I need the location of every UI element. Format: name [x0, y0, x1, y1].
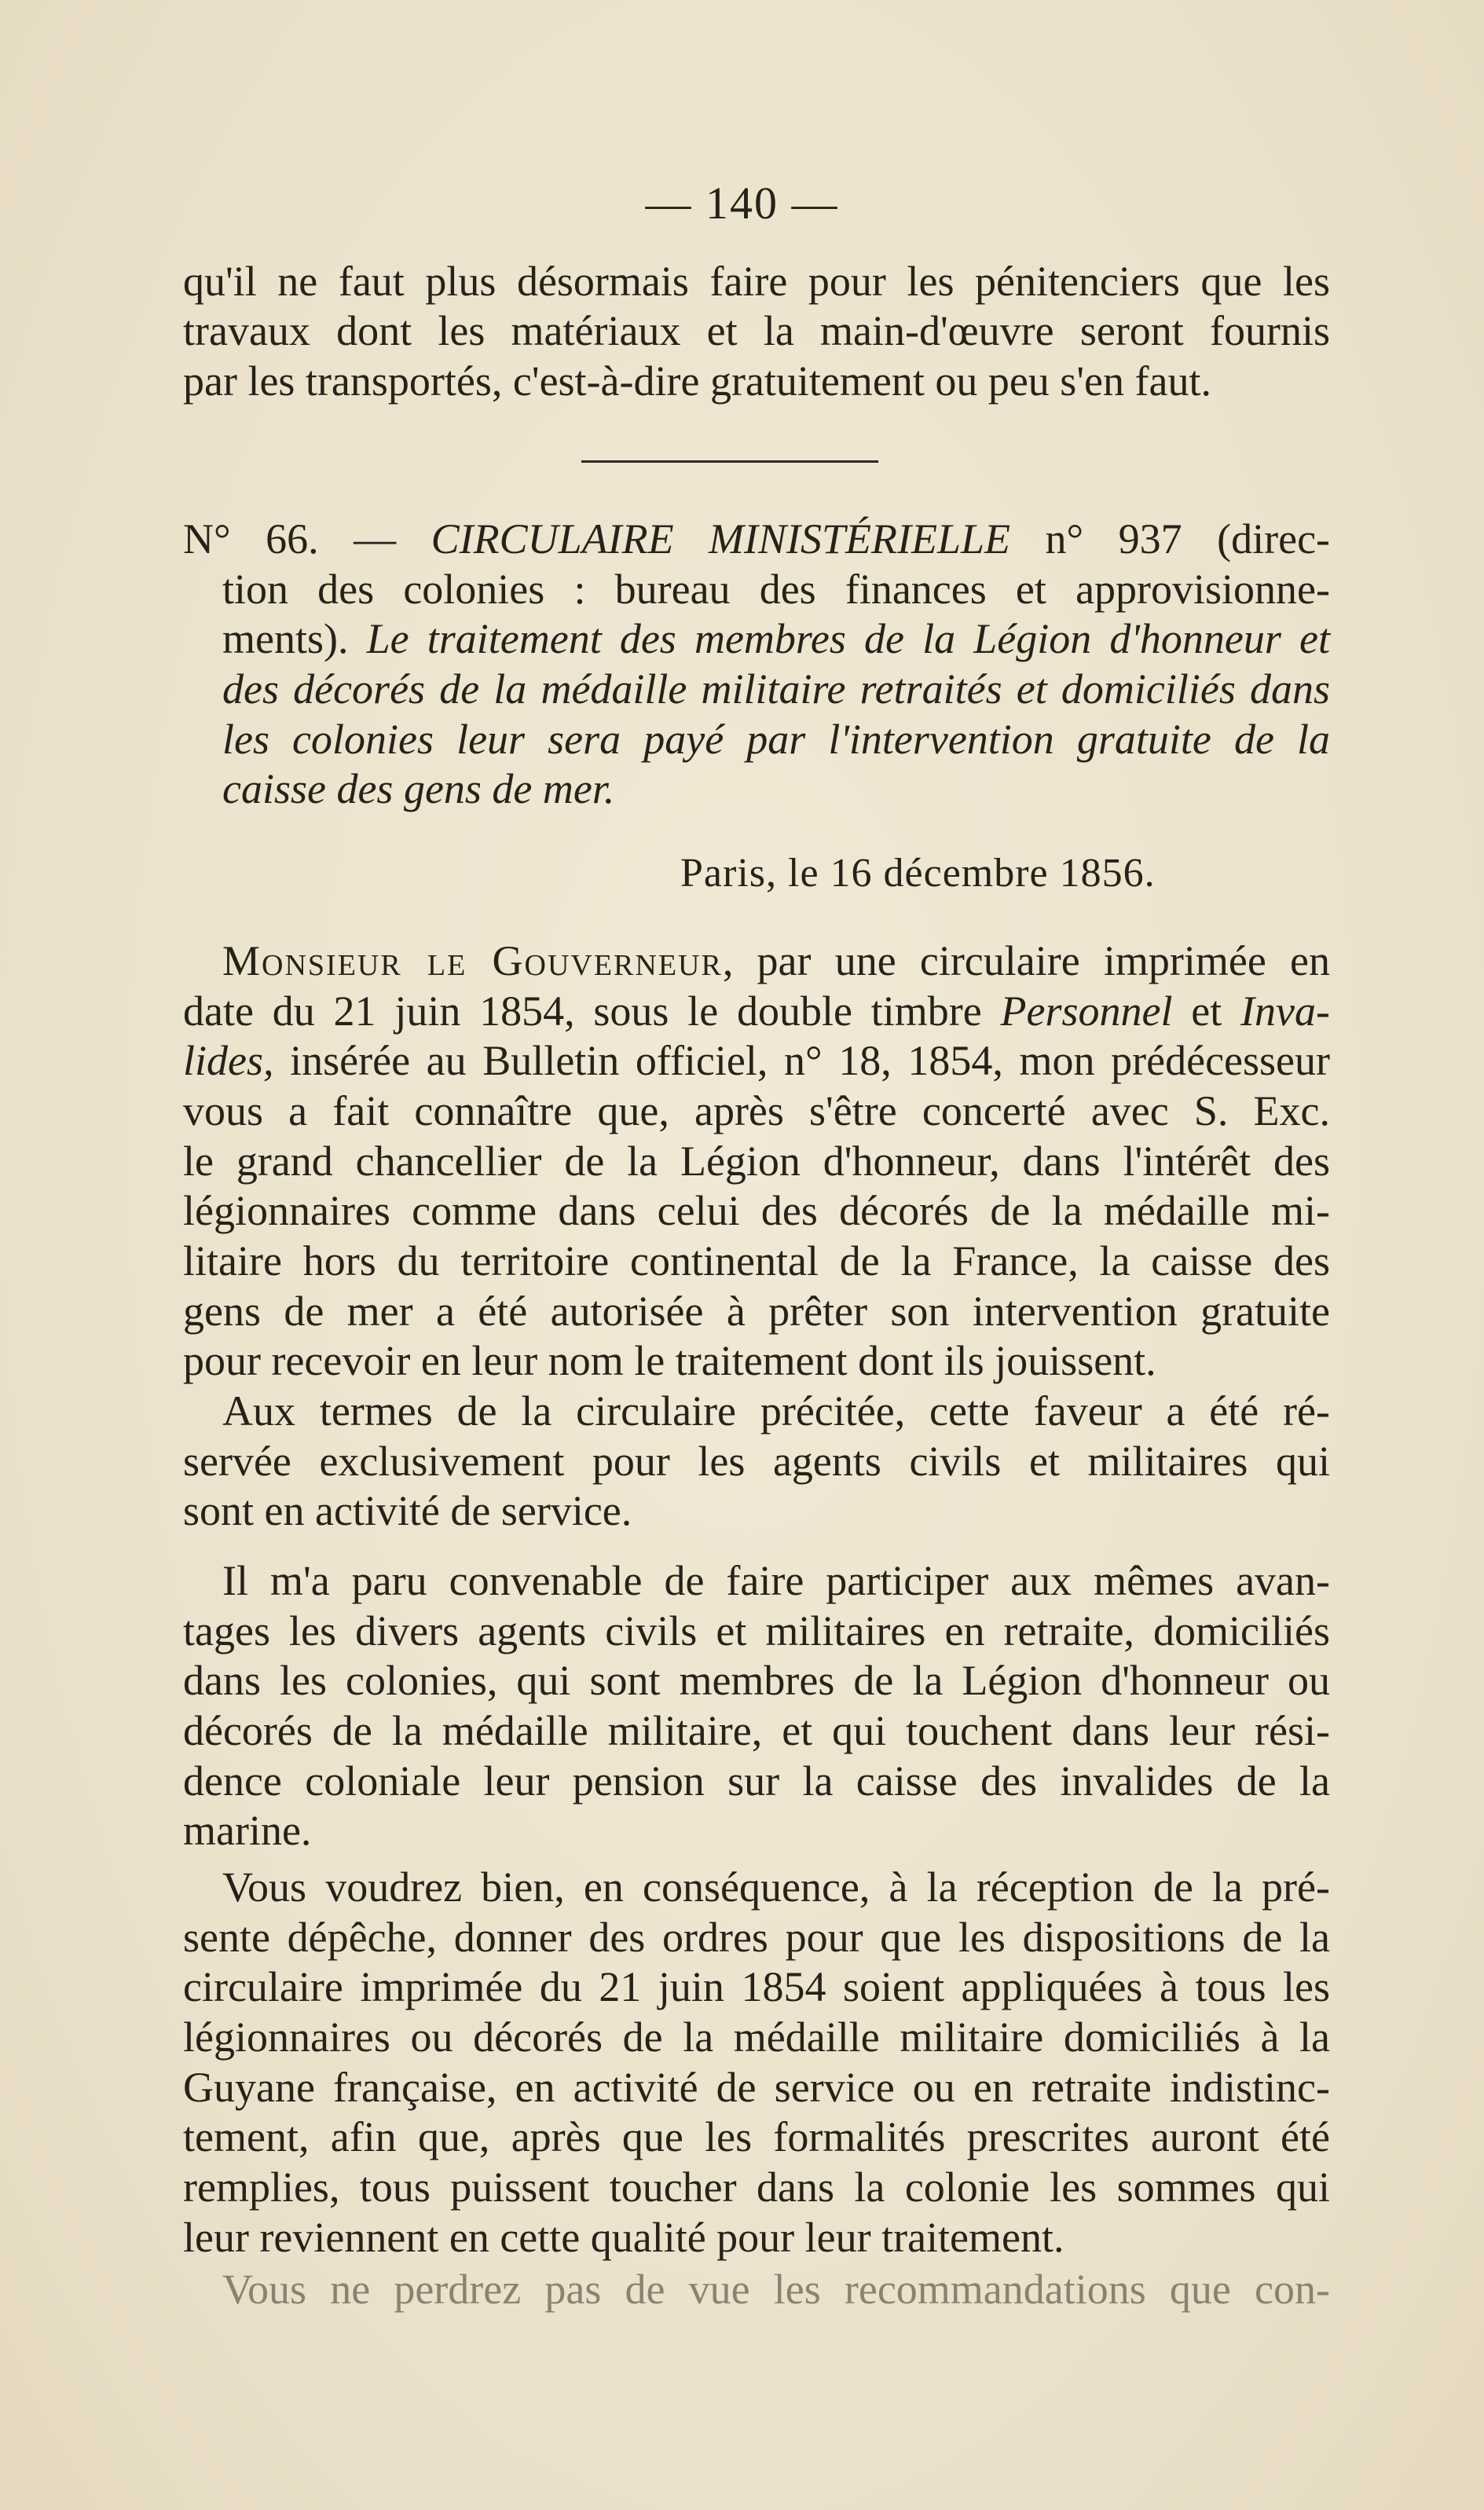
para1-line-5: le grand chancellier de la Légion d'honneur, dans l'intérêt des — [183, 1138, 1330, 1185]
para1-line-7: litaire hors du territoire continental de la France, la caisse des — [183, 1237, 1330, 1284]
para4-line-5: Guyane française, en activité de service ou en retraite indistinc- — [183, 2064, 1330, 2111]
para1-line-1 — [183, 936, 1330, 986]
para2-line-2: servée exclusivement pour les agents civils et militaires qui — [183, 1438, 1330, 1485]
para3-line-2: tages les divers agents civils et militaires en retraite, domiciliés — [183, 1607, 1330, 1654]
para4-line-6: tement, afin que, après que les formalités prescrites auront été — [183, 2113, 1330, 2160]
intro-line-2: travaux dont les matériaux et la main-d'œuvre seront fournis — [183, 307, 1330, 354]
salutation: Monsieur le Gouverneur — [222, 937, 723, 984]
para1-line-3-text: insérée au Bulletin officiel, n° 18, 1854, mon prédécesseur — [290, 1037, 1330, 1084]
para4-line-4: légionnaires ou décorés de la médaille militaire domiciliés à la — [183, 2013, 1330, 2061]
para1-line-4: vous a fait connaître que, après s'être concerté avec S. Exc. — [183, 1087, 1330, 1134]
heading-number: N° 66. — — [183, 515, 397, 562]
heading-line-4-text: des décorés de la médaille militaire retraités et domiciliés dans — [222, 665, 1330, 713]
para1-line-2 — [183, 986, 1330, 1036]
heading-line-2: tion des colonies : bureau des finances et approvisionne- — [222, 566, 1330, 613]
para2-line-3: sont en activité de service. — [183, 1487, 632, 1534]
et-word: et — [1191, 988, 1222, 1035]
para3-line-5: dence coloniale leur pension sur la caisse des invalides de la — [183, 1757, 1330, 1805]
heading-ref: n° 937 (direc- — [1045, 515, 1331, 562]
para3-line-3: dans les colonies, qui sont membres de la Légion d'honneur ou — [183, 1657, 1330, 1704]
heading-line-4 — [222, 664, 1330, 714]
para1-line-3 — [183, 1035, 1330, 1086]
para4-line-7: remplies, tous puissent toucher dans la colonie les sommes qui — [183, 2164, 1330, 2211]
para1-line-1-rest: , par une circulaire imprimée en — [722, 937, 1330, 984]
para4-line-1: Vous voudrez bien, en conséquence, à la réception de la pré- — [222, 1863, 1330, 1911]
heading-line-3-plain: ments). — [222, 615, 349, 662]
heading-line-1 — [183, 514, 1330, 564]
inva-word: Inva- — [1240, 988, 1331, 1035]
section-divider — [581, 460, 878, 463]
para3-line-1: Il m'a paru convenable de faire participer aux mêmes avan- — [222, 1557, 1330, 1604]
para3-line-4: décorés de la médaille militaire, et qui touchent dans leur rési- — [183, 1707, 1330, 1754]
para1-line-9: pour recevoir en leur nom le traitement dont ils jouissent. — [183, 1337, 1156, 1384]
heading-line-3-italic: Le traitement des membres de la Légion d'honneur et — [366, 615, 1331, 662]
para1-line-8: gens de mer a été autorisée à prêter son intervention gratuite — [183, 1288, 1330, 1335]
para5-line-1: Vous ne perdrez pas de vue les recommandations que con- — [222, 2266, 1330, 2313]
heading-line-3 — [222, 614, 1330, 664]
intro-line-3: par les transportés, c'est-à-dire gratuitement ou peu s'en faut. — [183, 357, 1211, 405]
para3-line-6: marine. — [183, 1807, 312, 1854]
personnel-word: Personnel — [1000, 988, 1173, 1035]
heading-line-6-text: caisse des gens de mer. — [222, 765, 615, 812]
para1-line-2-text: date du 21 juin 1854, sous le double timbre — [183, 988, 982, 1035]
para4-line-3: circulaire imprimée du 21 juin 1854 soient appliquées à tous les — [183, 1963, 1330, 2010]
page-number: — 140 — — [645, 178, 839, 229]
lides-word: lides, — [183, 1037, 274, 1084]
intro-line-1: qu'il ne faut plus désormais faire pour les pénitenciers que les — [183, 258, 1330, 305]
para1-line-6: légionnaires comme dans celui des décorés de la médaille mi- — [183, 1187, 1330, 1234]
para2-line-1: Aux termes de la circulaire précitée, cette faveur a été ré- — [222, 1387, 1330, 1435]
heading-title: CIRCULAIRE MINISTÉRIELLE — [431, 515, 1011, 562]
para4-line-2: sente dépêche, donner des ordres pour que les dispositions de la — [183, 1914, 1330, 1961]
dateline: Paris, le 16 décembre 1856. — [680, 851, 1156, 896]
heading-line-6 — [222, 764, 1330, 814]
heading-line-5-text: les colonies leur sera payé par l'intervention gratuite de la — [222, 716, 1330, 763]
heading-line-5 — [222, 714, 1330, 764]
para4-line-8: leur reviennent en cette qualité pour leur traitement. — [183, 2214, 1064, 2261]
